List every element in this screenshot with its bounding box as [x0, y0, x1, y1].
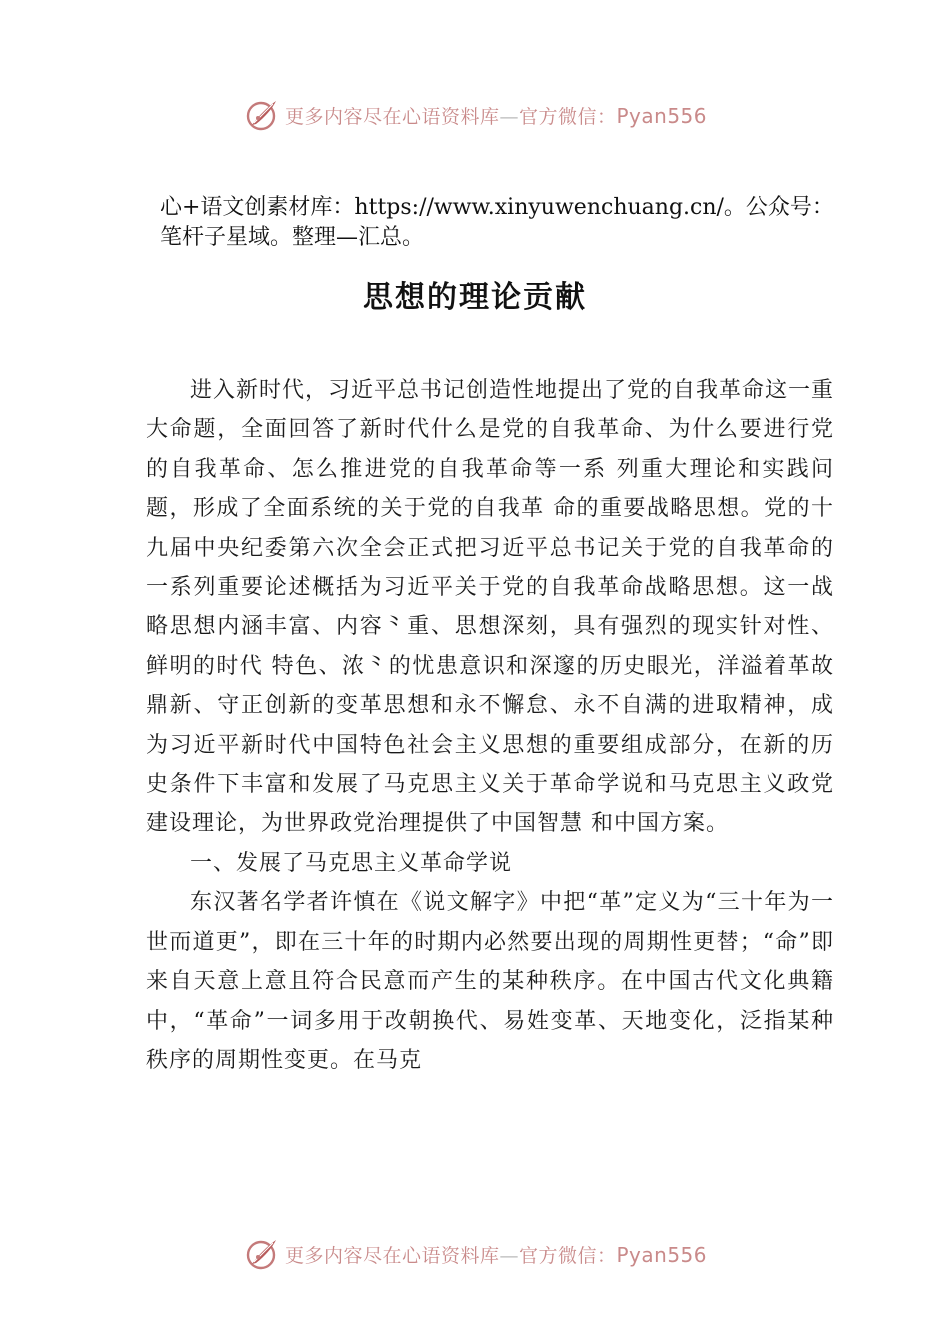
source-line: 心+语文创素材库：https://www.xinyuwenchuang.cn/。公众号：笔杆子星域。整理—汇总。 [160, 195, 834, 250]
watermark-wechat-id: Pyan556 [616, 103, 708, 128]
footer-watermark [0, 1234, 950, 1274]
watermark-main: 更多内容尽在心语资料库 [284, 105, 500, 128]
document-body [146, 371, 834, 1080]
quill-logo-icon [243, 97, 279, 133]
watermark-text [285, 102, 707, 129]
watermark-wechat-label: 官方微信： [518, 105, 617, 128]
paragraph: 东汉著名学者许慎在《说文解字》中把“革”定义为“三十年为一世而道更”，即在三十年的时期内必然要出现的周期性更替；“命”即来自天意上意且符合民意而产生的某种秩序。在中国古代文化典籍中，“革命”一词多用于改朝换代、易姓变革、天地变化，泛指某种秩序的周期性变更。在马克 [146, 890, 834, 1073]
watermark-wechat-id: Pyan556 [616, 1242, 708, 1267]
document-title: 思想的理论贡献 [363, 280, 587, 315]
watermark-separator: — [499, 1244, 519, 1267]
paragraph: 进入新时代，习近平总书记创造性地提出了党的自我革命这一重大命题，全面回答了新时代什么是党的自我革命、为什么要进行党的自我革命、怎么推进党的自我革命等一系 列重大理论和实践问题，形成了全面系统的关于党的自我革 命的重要战略思想。党的十九届中央纪委第六次全会正式把习近平总书记关于党的自我革命的一系列重要论述概括为习近平关于党的自我革命战略思想。这一战略思想内涵丰富、内容⺀重、思想深刻，具有强烈的现实针对性、鲜明的时代 特色、浓⺀的忧患意识和深邃的历史眼光，洋溢着革故鼎新、守正创新的变革思想和永不懈怠、永不自满的进取精神，成 为习近平新时代中国特色社会主义思想的重要组成部分，在新的历史条件下丰富和发展了马克思主义关于革命学说和马克思主义政党建设理论，为世界政党治理提供了中国智慧 和中国方案。 [146, 378, 835, 837]
watermark-main: 更多内容尽在心语资料库 [284, 1244, 500, 1267]
watermark-wechat-label: 官方微信： [518, 1244, 617, 1267]
header-watermark [0, 95, 950, 135]
quill-logo-icon [243, 1236, 279, 1272]
section-heading: 一、发展了马克思主义革命学说 [190, 850, 513, 876]
watermark-separator: — [499, 105, 519, 128]
watermark-text [285, 1241, 707, 1268]
